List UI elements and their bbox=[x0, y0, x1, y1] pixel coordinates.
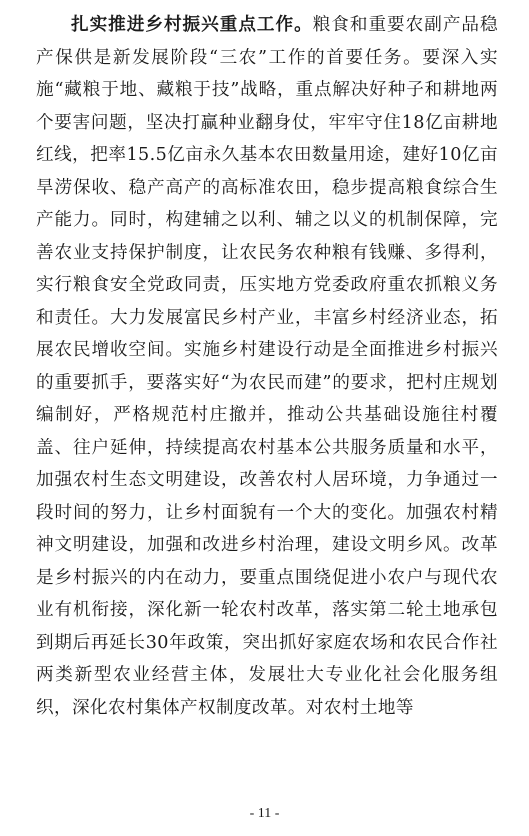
section-heading: 扎实推进乡村振兴重点工作。 bbox=[71, 15, 313, 35]
document-page bbox=[36, 9, 498, 724]
page-number: - 11 - bbox=[249, 806, 280, 821]
paragraph-text: 粮食和重要农副产品稳产保供是新发展阶段“三农”工作的首要任务。要深入实施“藏粮于地、藏粮于技”战略，重点解决好种子和耕地两个要害问题，坚决打赢种业翻身仗，牢牢守住18亿亩耕地红线，把率15.5亿亩永久基本农田数量用途，建好10亿亩旱涝保收、稳产高产的高标准农田，稳步提高粮食综合生产能力。同时，构建辅之以利、辅之以义的机制保障，完善农业支持保护制度，让农民务农种粮有钱赚、多得利，实行粮食安全党政同责，压实地方党委政府重农抓粮义务和责任。大力发展富民乡村产业，丰富乡村经济业态，拓展农民增收空间。实施乡村建设行动是全面推进乡村振兴的重要抓手，要落实好“为农民而建”的要求，把村庄规划编制好，严格规范村庄撤并，推动公共基础设施往村覆盖、往户延伸，持续提高农村基本公共服务质量和水平，加强农村生态文明建设，改善农村人居环境，力争通过一段时间的努力，让乡村面貌有一个大的变化。加强农村精神文明建设，加强和改进乡村治理，建设文明乡风。改革是乡村振兴的内在动力，要重点围绕促进小农户与现代农业有机衔接，深化新一轮农村改革，落实第二轮土地承包到期后再延长30年政策，突出抓好家庭农场和农民合作社两类新型农业经营主体，发展壮大专业化社会化服务组织，深化农村集体产权制度改革。对农村土地等 bbox=[36, 15, 498, 718]
body-paragraph bbox=[36, 9, 498, 724]
